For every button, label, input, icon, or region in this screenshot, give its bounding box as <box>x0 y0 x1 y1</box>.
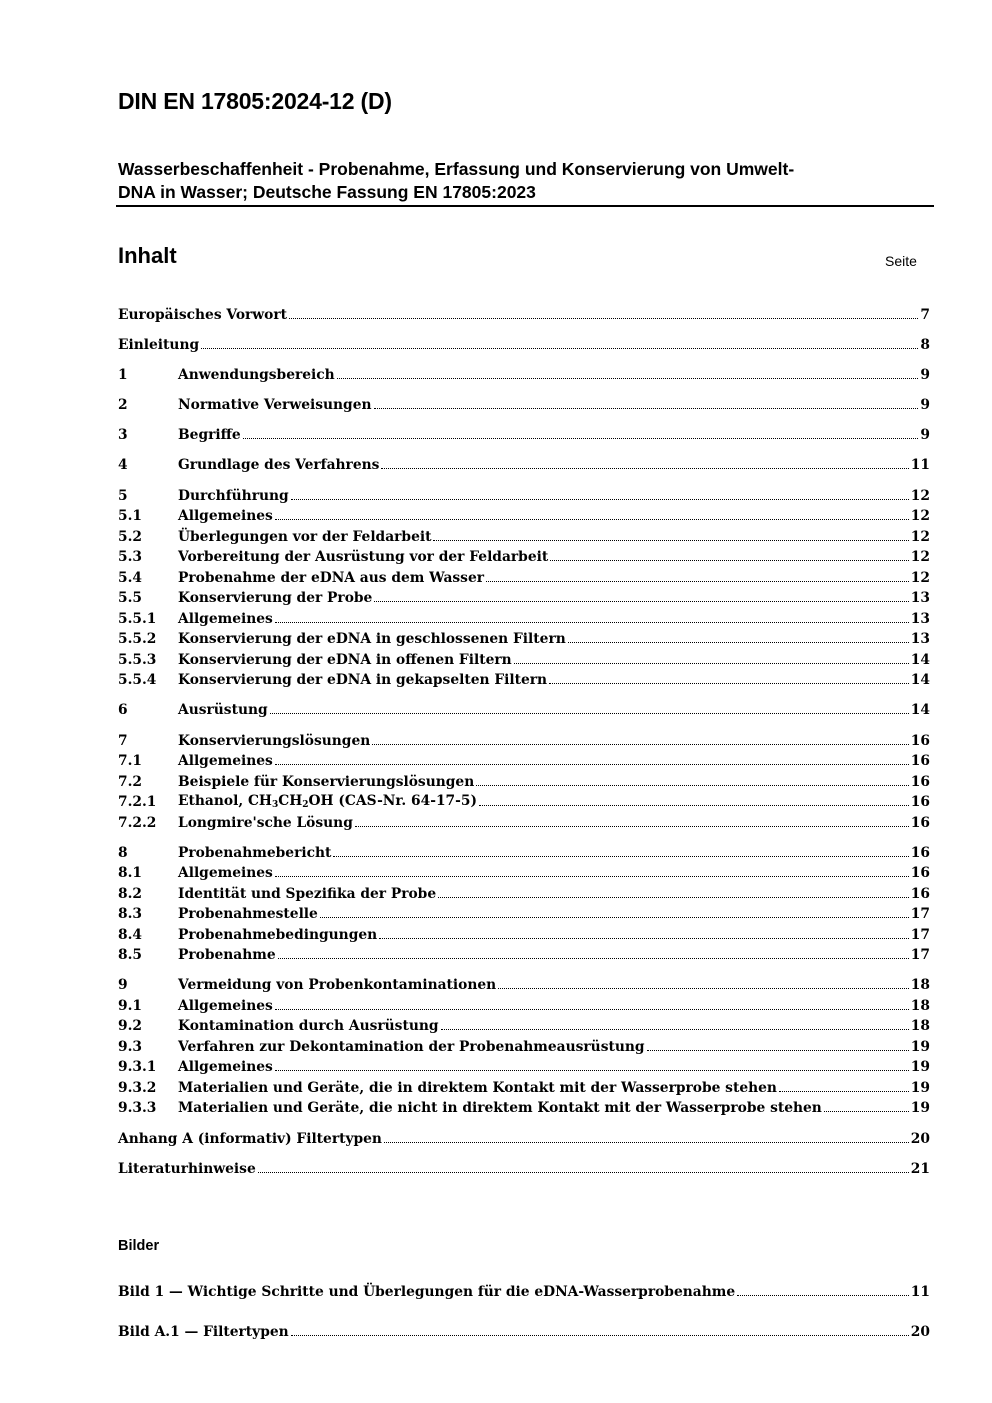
toc-entry-label: Literaturhinweise <box>118 1160 256 1177</box>
leader-dots <box>270 713 909 714</box>
leader-dots <box>568 642 909 643</box>
toc-entry-label: Allgemeines <box>178 508 273 525</box>
toc-entry-page: 13 <box>910 631 930 648</box>
label-part: Ethanol, CH <box>178 793 272 809</box>
list-of-figures <box>118 1279 930 1340</box>
leader-dots <box>201 348 918 349</box>
title-rule <box>116 205 934 207</box>
toc-entry[interactable] <box>118 698 930 719</box>
label-part: OH (CAS-Nr. 64-17-5) <box>308 793 477 809</box>
toc-entry[interactable] <box>118 1096 930 1117</box>
toc-entry-page: 19 <box>910 1059 930 1076</box>
leader-dots <box>433 540 908 541</box>
toc-entry-label: Allgemeines <box>178 865 273 882</box>
toc-entry-page: 16 <box>910 732 930 749</box>
toc-entry-page: 14 <box>910 651 930 668</box>
toc-entry-page: 18 <box>910 1018 930 1035</box>
toc-entry-page: 20 <box>910 1130 930 1147</box>
toc-entry-label: Überlegungen vor der Feldarbeit <box>178 528 432 545</box>
document-id: DIN EN 17805:2024-12 (D) <box>118 88 392 114</box>
toc-entry-label: Probenahmestelle <box>178 906 318 923</box>
leader-dots <box>333 856 908 857</box>
toc-entry-number: 9.3.2 <box>118 1079 157 1096</box>
toc-entry-label: Normative Verweisungen <box>178 397 372 414</box>
leader-dots <box>486 581 909 582</box>
toc-entry[interactable] <box>118 565 930 586</box>
toc-entry-page: 16 <box>910 794 930 810</box>
toc-entry-label: Materialien und Geräte, die in direktem Kontakt mit der Wasserprobe stehen <box>178 1079 777 1096</box>
toc-entry-label: Allgemeines <box>178 610 273 627</box>
toc-entry-number: 9.1 <box>118 997 143 1014</box>
toc-entry-page: 16 <box>910 773 930 790</box>
toc-entry-number: 2 <box>118 397 128 414</box>
toc-entry-page: 9 <box>920 397 930 414</box>
toc-entry-label: Materialien und Geräte, die nicht in direktem Kontakt mit der Wasserprobe stehen <box>178 1100 822 1117</box>
toc-entry-label: Allgemeines <box>178 997 273 1014</box>
toc-entry-page: 19 <box>910 1100 930 1117</box>
toc-entry-number: 5.4 <box>118 569 143 586</box>
figure-entry-label: Bild A.1 — Filtertypen <box>118 1324 289 1340</box>
toc-entry-number: 5.5.4 <box>118 672 157 689</box>
figure-entry[interactable] <box>118 1279 930 1300</box>
toc-entry-label <box>178 793 477 810</box>
leader-dots <box>291 499 909 500</box>
toc-entry[interactable] <box>118 861 930 882</box>
toc-entry[interactable] <box>118 393 930 414</box>
toc-entry-page: 12 <box>910 549 930 566</box>
toc-entry[interactable] <box>118 881 930 902</box>
leader-dots <box>372 744 909 745</box>
toc-entry-label: Probenahmebericht <box>178 844 332 861</box>
toc-entry-label: Konservierung der eDNA in geschlossenen Filtern <box>178 631 566 648</box>
toc-entry[interactable] <box>118 627 930 648</box>
toc-entry-label: Durchführung <box>178 487 289 504</box>
toc-entry[interactable] <box>118 362 930 383</box>
toc-entry[interactable] <box>118 647 930 668</box>
toc-entry-label: Vorbereitung der Ausrüstung vor der Feldarbeit <box>178 549 549 566</box>
toc-entry-number: 1 <box>118 366 128 383</box>
leader-dots <box>374 408 919 409</box>
toc-entry-label: Konservierung der Probe <box>178 590 373 607</box>
toc-entry[interactable] <box>118 902 930 923</box>
leader-dots <box>337 378 919 379</box>
leader-dots <box>291 1335 909 1336</box>
toc-entry-label: Ausrüstung <box>178 702 268 719</box>
leader-dots <box>384 1142 909 1143</box>
toc-entry[interactable] <box>118 545 930 566</box>
toc-entry-label: Verfahren zur Dekontamination der Probenahmeausrüstung <box>178 1038 645 1055</box>
toc-entry-number: 5.5.1 <box>118 610 157 627</box>
toc-entry-number: 3 <box>118 427 128 444</box>
leader-dots <box>258 1172 909 1173</box>
toc-entry[interactable] <box>118 483 930 504</box>
toc-entry-label: Probenahmebedingungen <box>178 926 378 943</box>
toc-heading: Inhalt <box>118 243 177 268</box>
toc-entry-label: Beispiele für Konservierungslösungen <box>178 773 475 790</box>
toc-entry[interactable] <box>118 1014 930 1035</box>
leader-dots <box>275 1070 909 1071</box>
toc-entry-page: 16 <box>910 753 930 769</box>
leader-dots <box>275 519 909 520</box>
toc-entry-number: 5.2 <box>118 528 143 545</box>
toc-entry-number: 8.3 <box>118 906 143 923</box>
toc-entry-number: 8 <box>118 844 128 861</box>
toc-entry-page: 16 <box>910 885 930 902</box>
toc-entry-page: 12 <box>910 508 930 525</box>
toc-entry-number: 8.5 <box>118 947 143 964</box>
toc-entry-page: 18 <box>910 997 930 1014</box>
toc-entry-number: 9.3.3 <box>118 1100 157 1117</box>
toc-entry[interactable] <box>118 332 930 353</box>
toc-entry[interactable] <box>118 973 930 994</box>
figure-entry-page: 11 <box>910 1283 930 1300</box>
leader-dots <box>278 958 909 959</box>
toc-entry[interactable] <box>118 993 930 1014</box>
toc-entry-label: Probenahme <box>178 947 276 964</box>
toc-entry-label: Vermeidung von Probenkontaminationen <box>178 977 497 994</box>
toc-entry-label: Allgemeines <box>178 753 273 769</box>
leader-dots <box>355 826 909 827</box>
toc-entry-number: 6 <box>118 702 128 719</box>
toc-entry-page: 12 <box>910 487 930 504</box>
leader-dots <box>737 1295 909 1296</box>
label-part: CH <box>278 793 303 809</box>
toc-entry-number: 9.2 <box>118 1018 143 1035</box>
toc-entry[interactable] <box>118 1075 930 1096</box>
toc-entry-label: Konservierungslösungen <box>178 732 371 749</box>
toc-entry-number: 5 <box>118 487 128 504</box>
leader-dots <box>476 785 909 786</box>
toc-entry-page: 8 <box>920 336 930 353</box>
leader-dots <box>514 663 909 664</box>
toc-entry-page: 11 <box>910 457 930 474</box>
document-title <box>118 158 932 204</box>
toc-entry-number: 8.2 <box>118 885 143 902</box>
toc-entry[interactable] <box>118 790 930 811</box>
toc-entry-number: 7.2.2 <box>118 814 157 831</box>
page-column-label: Seite <box>885 253 917 269</box>
toc-entry[interactable] <box>118 1156 930 1177</box>
toc-entry[interactable] <box>118 728 930 749</box>
toc-entry-page: 17 <box>910 906 930 923</box>
toc-entry[interactable] <box>118 1034 930 1055</box>
toc-entry[interactable] <box>118 504 930 525</box>
toc-entry-page: 19 <box>910 1079 930 1096</box>
leader-dots <box>441 1029 909 1030</box>
toc-entry-page: 13 <box>910 610 930 627</box>
toc-entry-page: 14 <box>910 672 930 689</box>
toc-entry[interactable] <box>118 524 930 545</box>
document-title-line-1: Wasserbeschaffenheit - Probenahme, Erfassung und Konservierung von Umwelt- <box>118 159 795 179</box>
toc-entry[interactable] <box>118 840 930 861</box>
toc-entry[interactable] <box>118 943 930 964</box>
leader-dots <box>549 683 909 684</box>
toc-entry-page: 16 <box>910 865 930 882</box>
toc-entry-number: 8.4 <box>118 926 143 943</box>
toc-entry-page: 13 <box>910 590 930 607</box>
toc-entry-number: 5.5.2 <box>118 631 157 648</box>
toc-entry[interactable] <box>118 810 930 831</box>
leader-dots <box>275 764 909 765</box>
toc-entry-page: 7 <box>920 306 930 323</box>
subscript: 2 <box>302 800 309 810</box>
toc-entry-number: 8.1 <box>118 865 143 882</box>
toc-entry-label: Probenahme der eDNA aus dem Wasser <box>178 569 484 586</box>
toc-entry-number: 7.2.1 <box>118 794 157 810</box>
leader-dots <box>289 318 918 319</box>
document-title-line-2: DNA in Wasser; Deutsche Fassung EN 17805:2023 <box>118 182 536 202</box>
leader-dots <box>243 438 919 439</box>
toc-entry-number: 5.1 <box>118 508 143 525</box>
toc-entry-label: Begriffe <box>178 427 241 444</box>
leader-dots <box>275 1009 909 1010</box>
leader-dots <box>779 1091 909 1092</box>
leader-dots <box>438 897 909 898</box>
toc-entry-label: Anwendungsbereich <box>178 366 335 383</box>
toc-entry[interactable] <box>118 769 930 790</box>
toc-entry[interactable] <box>118 1055 930 1076</box>
toc-entry-label: Einleitung <box>118 336 200 353</box>
toc-entry-number: 5.5 <box>118 590 143 607</box>
toc-entry-page: 14 <box>910 702 930 719</box>
toc-entry-number: 5.5.3 <box>118 651 157 668</box>
leader-dots <box>550 560 909 561</box>
toc-entry[interactable] <box>118 922 930 943</box>
toc-entry-page: 12 <box>910 528 930 545</box>
toc-entry-number: 9 <box>118 977 128 994</box>
leader-dots <box>381 468 908 469</box>
toc-entry-number: 5.3 <box>118 549 143 566</box>
table-of-contents <box>118 302 930 1177</box>
leader-dots <box>374 601 908 602</box>
figure-entry[interactable] <box>118 1320 930 1341</box>
toc-entry-number: 7 <box>118 732 128 749</box>
toc-entry[interactable] <box>118 302 930 323</box>
toc-entry[interactable] <box>118 668 930 689</box>
toc-entry-page: 21 <box>910 1160 930 1177</box>
toc-entry-number: 4 <box>118 457 128 474</box>
toc-entry-label: Europäisches Vorwort <box>118 306 288 323</box>
figure-entry-page: 20 <box>910 1324 930 1340</box>
toc-entry-number: 9.3.1 <box>118 1059 157 1076</box>
subscript: 3 <box>271 800 279 810</box>
toc-entry-number: 7.1 <box>118 753 143 769</box>
toc-entry-label: Konservierung der eDNA in gekapselten Filtern <box>178 672 548 689</box>
toc-entry-label: Grundlage des Verfahrens <box>178 457 380 474</box>
leader-dots <box>275 622 909 623</box>
toc-entry[interactable] <box>118 749 930 770</box>
toc-entry-label: Konservierung der eDNA in offenen Filtern <box>178 651 512 668</box>
toc-entry[interactable] <box>118 586 930 607</box>
toc-entry-label: Kontamination durch Ausrüstung <box>178 1018 439 1035</box>
leader-dots <box>479 805 909 806</box>
toc-entry-page: 12 <box>910 569 930 586</box>
toc-entry-label: Allgemeines <box>178 1059 273 1076</box>
toc-entry[interactable] <box>118 1126 930 1147</box>
toc-entry-page: 17 <box>910 947 930 964</box>
toc-entry-number: 9.3 <box>118 1038 143 1055</box>
toc-entry-label: Anhang A (informativ) Filtertypen <box>118 1130 382 1147</box>
leader-dots <box>498 988 909 989</box>
leader-dots <box>320 917 909 918</box>
leader-dots <box>379 938 909 939</box>
leader-dots <box>647 1050 909 1051</box>
toc-entry-page: 17 <box>910 926 930 943</box>
toc-entry[interactable] <box>118 423 930 444</box>
toc-entry-label: Longmire'sche Lösung <box>178 814 353 831</box>
toc-entry[interactable] <box>118 606 930 627</box>
toc-entry-label: Identität und Spezifika der Probe <box>178 885 437 902</box>
leader-dots <box>275 876 909 877</box>
toc-entry-page: 19 <box>910 1038 930 1055</box>
figure-entry-label: Bild 1 — Wichtige Schritte und Überlegungen für die eDNA-Wasserprobenahme <box>118 1283 736 1300</box>
toc-entry-page: 9 <box>920 366 930 383</box>
figures-heading: Bilder <box>118 1238 160 1254</box>
toc-entry-number: 7.2 <box>118 773 143 790</box>
toc-entry-page: 16 <box>910 844 930 861</box>
toc-entry-page: 16 <box>910 814 930 831</box>
toc-entry[interactable] <box>118 453 930 474</box>
toc-entry-page: 18 <box>910 977 930 994</box>
leader-dots <box>824 1111 909 1112</box>
toc-entry-page: 9 <box>920 427 930 444</box>
